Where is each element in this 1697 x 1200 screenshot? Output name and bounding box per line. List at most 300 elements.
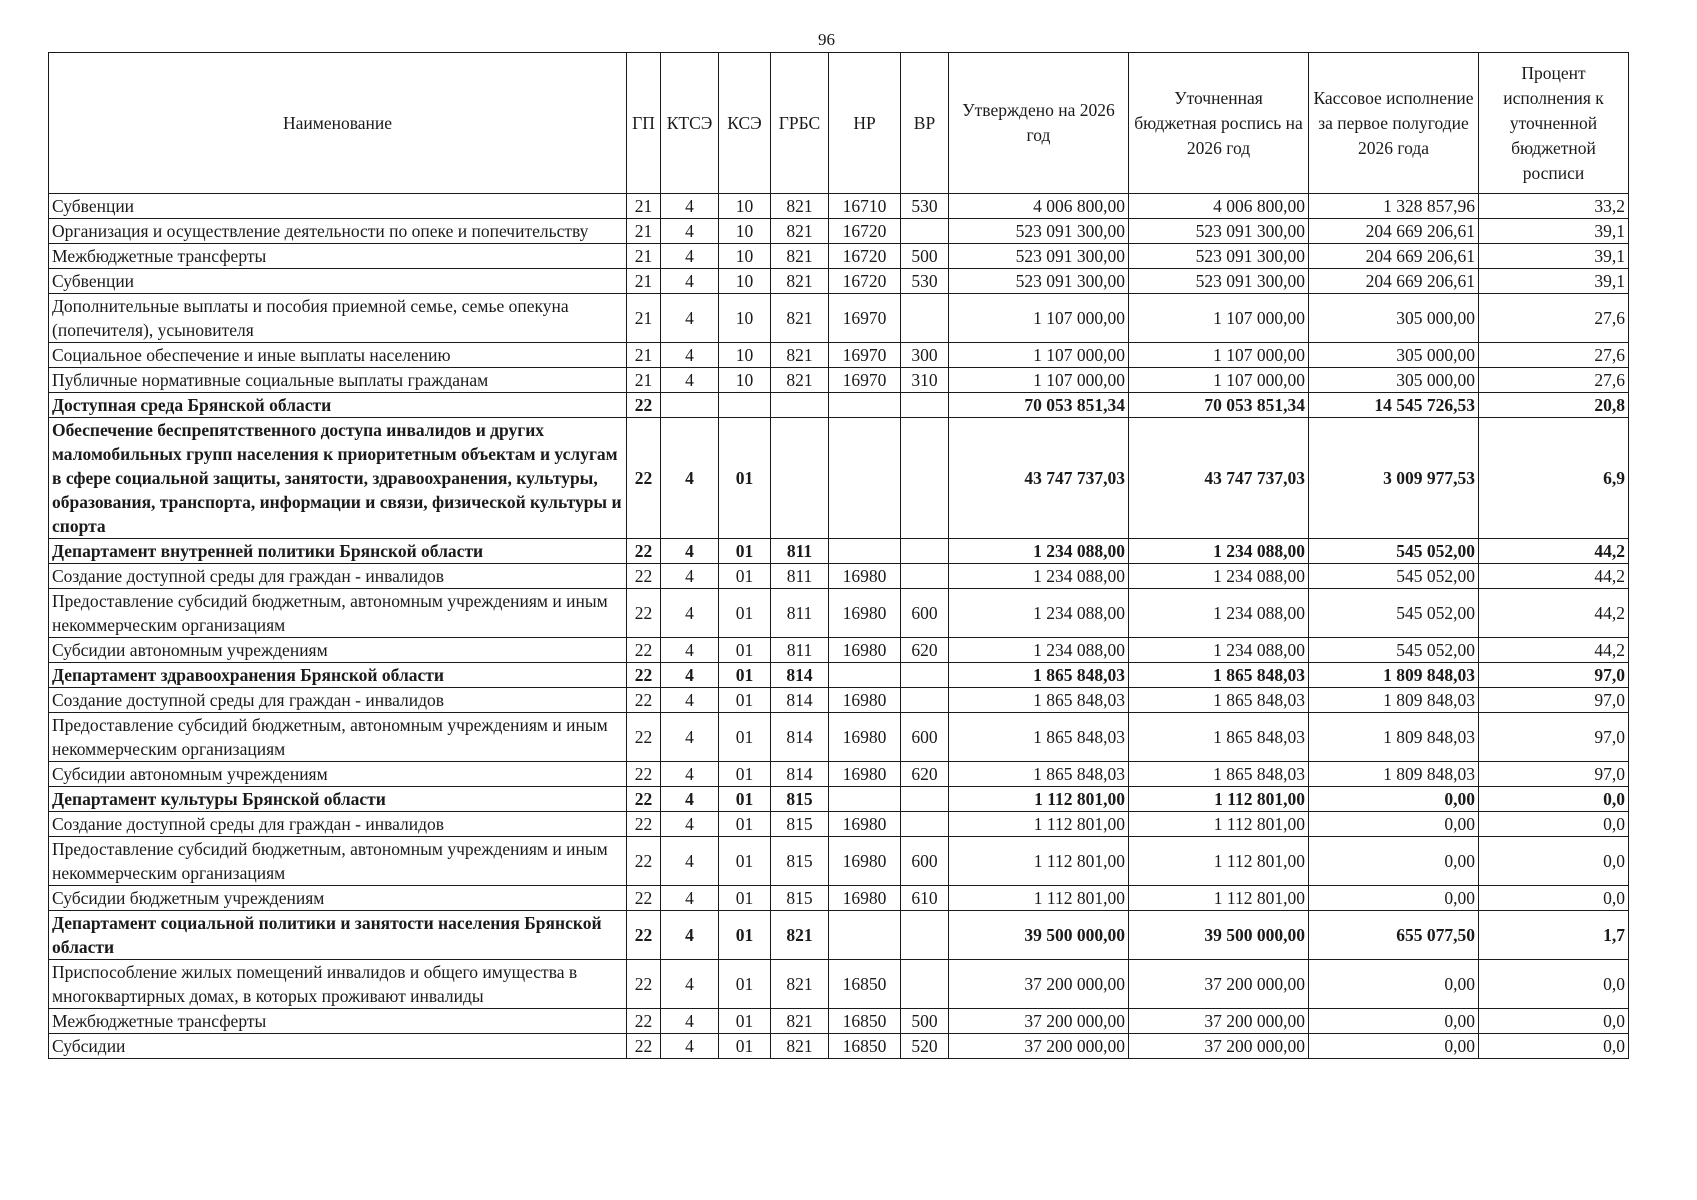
cell-grbs: 821 [771, 294, 829, 343]
cell-approved: 37 200 000,00 [949, 1009, 1129, 1034]
cell-percent: 0,0 [1479, 886, 1629, 911]
cell-ktse: 4 [661, 960, 719, 1009]
table-row [49, 418, 1629, 539]
cell-nr: 16980 [829, 589, 901, 638]
table-row [49, 911, 1629, 960]
cell-name: Социальное обеспечение и иные выплаты населению [49, 343, 627, 368]
cell-grbs: 821 [771, 269, 829, 294]
header-kse: КСЭ [719, 53, 771, 194]
cell-vr: 600 [901, 713, 949, 762]
cell-cash: 0,00 [1309, 812, 1479, 837]
cell-nr: 16720 [829, 269, 901, 294]
cell-approved: 1 865 848,03 [949, 688, 1129, 713]
table-row [49, 343, 1629, 368]
cell-nr: 16980 [829, 688, 901, 713]
cell-approved: 1 865 848,03 [949, 762, 1129, 787]
cell-refined: 1 107 000,00 [1129, 343, 1309, 368]
cell-ktse: 4 [661, 886, 719, 911]
cell-percent: 27,6 [1479, 368, 1629, 393]
cell-vr [901, 393, 949, 418]
cell-name: Субсидии автономным учреждениям [49, 638, 627, 663]
cell-ktse: 4 [661, 219, 719, 244]
cell-kse: 01 [719, 589, 771, 638]
cell-cash: 0,00 [1309, 886, 1479, 911]
cell-name: Обеспечение беспрепятственного доступа инвалидов и других маломобильных групп населения к приоритетным объектам и услугам в сфере социальной защиты, занятости, здравоохранения, культуры, образования, транспорта, информации и связи, физической культуры и спорта [49, 418, 627, 539]
cell-vr: 620 [901, 762, 949, 787]
cell-name: Межбюджетные трансферты [49, 244, 627, 269]
cell-ktse: 4 [661, 368, 719, 393]
cell-refined: 1 234 088,00 [1129, 564, 1309, 589]
cell-gp: 22 [627, 393, 661, 418]
cell-cash: 545 052,00 [1309, 638, 1479, 663]
cell-percent: 44,2 [1479, 638, 1629, 663]
cell-percent: 1,7 [1479, 911, 1629, 960]
cell-gp: 22 [627, 663, 661, 688]
table-row [49, 269, 1629, 294]
cell-refined: 1 112 801,00 [1129, 812, 1309, 837]
cell-cash: 0,00 [1309, 1034, 1479, 1059]
cell-kse: 10 [719, 194, 771, 219]
cell-percent: 0,0 [1479, 787, 1629, 812]
table-row [49, 244, 1629, 269]
cell-refined: 1 234 088,00 [1129, 539, 1309, 564]
cell-name: Предоставление субсидий бюджетным, автономным учреждениям и иным некоммерческим организациям [49, 837, 627, 886]
cell-name: Публичные нормативные социальные выплаты гражданам [49, 368, 627, 393]
cell-vr: 530 [901, 269, 949, 294]
cell-cash: 0,00 [1309, 1009, 1479, 1034]
cell-ktse [661, 393, 719, 418]
cell-approved: 1 865 848,03 [949, 663, 1129, 688]
cell-name: Предоставление субсидий бюджетным, автономным учреждениям и иным некоммерческим организациям [49, 713, 627, 762]
cell-grbs: 815 [771, 837, 829, 886]
cell-refined: 1 865 848,03 [1129, 713, 1309, 762]
cell-gp: 21 [627, 343, 661, 368]
cell-grbs: 815 [771, 886, 829, 911]
cell-percent: 97,0 [1479, 762, 1629, 787]
cell-grbs: 811 [771, 539, 829, 564]
table-row [49, 762, 1629, 787]
cell-kse: 01 [719, 960, 771, 1009]
cell-refined: 1 234 088,00 [1129, 638, 1309, 663]
cell-kse: 01 [719, 787, 771, 812]
cell-approved: 43 747 737,03 [949, 418, 1129, 539]
cell-nr: 16710 [829, 194, 901, 219]
cell-gp: 22 [627, 1009, 661, 1034]
cell-ktse: 4 [661, 564, 719, 589]
table-row [49, 638, 1629, 663]
cell-gp: 22 [627, 638, 661, 663]
cell-name: Субсидии бюджетным учреждениям [49, 886, 627, 911]
cell-nr: 16980 [829, 886, 901, 911]
cell-name: Приспособление жилых помещений инвалидов и общего имущества в многоквартирных домах, в которых проживают инвалиды [49, 960, 627, 1009]
cell-nr: 16720 [829, 219, 901, 244]
cell-grbs: 814 [771, 688, 829, 713]
cell-ktse: 4 [661, 787, 719, 812]
header-grbs: ГРБС [771, 53, 829, 194]
cell-vr: 520 [901, 1034, 949, 1059]
cell-ktse: 4 [661, 539, 719, 564]
cell-refined: 39 500 000,00 [1129, 911, 1309, 960]
cell-ktse: 4 [661, 269, 719, 294]
cell-gp: 22 [627, 564, 661, 589]
cell-percent: 97,0 [1479, 713, 1629, 762]
table-row [49, 1009, 1629, 1034]
cell-refined: 1 865 848,03 [1129, 762, 1309, 787]
cell-approved: 1 112 801,00 [949, 787, 1129, 812]
cell-gp: 21 [627, 219, 661, 244]
cell-approved: 1 112 801,00 [949, 812, 1129, 837]
cell-name: Департамент здравоохранения Брянской области [49, 663, 627, 688]
cell-grbs [771, 393, 829, 418]
cell-grbs: 821 [771, 960, 829, 1009]
cell-kse: 10 [719, 244, 771, 269]
cell-gp: 22 [627, 539, 661, 564]
cell-name: Департамент культуры Брянской области [49, 787, 627, 812]
cell-kse: 01 [719, 886, 771, 911]
cell-refined: 70 053 851,34 [1129, 393, 1309, 418]
cell-vr [901, 418, 949, 539]
cell-percent: 20,8 [1479, 393, 1629, 418]
cell-name: Доступная среда Брянской области [49, 393, 627, 418]
cell-nr: 16980 [829, 837, 901, 886]
table-row [49, 219, 1629, 244]
cell-refined: 1 865 848,03 [1129, 688, 1309, 713]
cell-name: Межбюджетные трансферты [49, 1009, 627, 1034]
cell-grbs: 814 [771, 762, 829, 787]
cell-vr [901, 812, 949, 837]
cell-percent: 0,0 [1479, 837, 1629, 886]
table-row [49, 837, 1629, 886]
table-row [49, 663, 1629, 688]
cell-refined: 1 112 801,00 [1129, 837, 1309, 886]
cell-ktse: 4 [661, 244, 719, 269]
cell-nr [829, 787, 901, 812]
cell-cash: 0,00 [1309, 837, 1479, 886]
cell-refined: 1 107 000,00 [1129, 368, 1309, 393]
header-vr: ВР [901, 53, 949, 194]
cell-vr: 600 [901, 837, 949, 886]
cell-ktse: 4 [661, 713, 719, 762]
cell-kse: 10 [719, 219, 771, 244]
cell-percent: 27,6 [1479, 294, 1629, 343]
cell-refined: 1 112 801,00 [1129, 787, 1309, 812]
header-name: Наименование [49, 53, 627, 194]
cell-percent: 0,0 [1479, 1034, 1629, 1059]
cell-name: Субвенции [49, 269, 627, 294]
cell-kse: 10 [719, 368, 771, 393]
cell-vr: 300 [901, 343, 949, 368]
table-row [49, 886, 1629, 911]
cell-grbs: 814 [771, 663, 829, 688]
cell-kse: 01 [719, 911, 771, 960]
cell-kse [719, 393, 771, 418]
cell-grbs: 811 [771, 638, 829, 663]
cell-nr: 16970 [829, 368, 901, 393]
cell-cash: 1 328 857,96 [1309, 194, 1479, 219]
cell-grbs: 821 [771, 194, 829, 219]
cell-ktse: 4 [661, 1034, 719, 1059]
table-body [49, 194, 1629, 1059]
cell-refined: 523 091 300,00 [1129, 269, 1309, 294]
cell-percent: 39,1 [1479, 244, 1629, 269]
cell-gp: 22 [627, 960, 661, 1009]
cell-cash: 1 809 848,03 [1309, 762, 1479, 787]
cell-cash: 1 809 848,03 [1309, 663, 1479, 688]
cell-refined: 4 006 800,00 [1129, 194, 1309, 219]
cell-kse: 01 [719, 762, 771, 787]
cell-gp: 21 [627, 294, 661, 343]
table-header [49, 53, 1629, 194]
cell-nr [829, 418, 901, 539]
header-refined: Уточненная бюджетная роспись на 2026 год [1129, 53, 1309, 194]
header-nr: НР [829, 53, 901, 194]
table-row [49, 294, 1629, 343]
cell-nr: 16980 [829, 638, 901, 663]
cell-percent: 6,9 [1479, 418, 1629, 539]
cell-kse: 01 [719, 638, 771, 663]
cell-cash: 305 000,00 [1309, 343, 1479, 368]
cell-gp: 22 [627, 418, 661, 539]
cell-grbs: 821 [771, 1034, 829, 1059]
cell-name: Организация и осуществление деятельности по опеке и попечительству [49, 219, 627, 244]
cell-vr: 600 [901, 589, 949, 638]
cell-ktse: 4 [661, 194, 719, 219]
cell-gp: 22 [627, 688, 661, 713]
cell-cash: 545 052,00 [1309, 564, 1479, 589]
table-row [49, 589, 1629, 638]
cell-ktse: 4 [661, 589, 719, 638]
header-cash: Кассовое исполнение за первое полугодие 2026 года [1309, 53, 1479, 194]
cell-nr: 16850 [829, 1034, 901, 1059]
cell-grbs: 821 [771, 1009, 829, 1034]
page-number: 96 [818, 30, 835, 49]
cell-vr: 610 [901, 886, 949, 911]
cell-cash: 204 669 206,61 [1309, 244, 1479, 269]
cell-vr [901, 539, 949, 564]
table-row [49, 564, 1629, 589]
cell-gp: 22 [627, 886, 661, 911]
cell-grbs: 821 [771, 343, 829, 368]
cell-approved: 1 234 088,00 [949, 564, 1129, 589]
cell-kse: 10 [719, 343, 771, 368]
table-row [49, 960, 1629, 1009]
cell-kse: 01 [719, 688, 771, 713]
cell-gp: 22 [627, 812, 661, 837]
cell-gp: 22 [627, 911, 661, 960]
cell-percent: 97,0 [1479, 688, 1629, 713]
cell-grbs: 821 [771, 244, 829, 269]
cell-gp: 22 [627, 1034, 661, 1059]
header-approved: Утверждено на 2026 год [949, 53, 1129, 194]
cell-refined: 1 112 801,00 [1129, 886, 1309, 911]
cell-kse: 01 [719, 837, 771, 886]
cell-nr [829, 911, 901, 960]
header-percent: Процент исполнения к уточненной бюджетной росписи [1479, 53, 1629, 194]
cell-gp: 22 [627, 837, 661, 886]
header-ktse: КТСЭ [661, 53, 719, 194]
cell-cash: 14 545 726,53 [1309, 393, 1479, 418]
cell-nr: 16720 [829, 244, 901, 269]
cell-vr [901, 219, 949, 244]
cell-cash: 204 669 206,61 [1309, 219, 1479, 244]
cell-grbs: 811 [771, 564, 829, 589]
table-row [49, 787, 1629, 812]
cell-percent: 44,2 [1479, 539, 1629, 564]
cell-percent: 0,0 [1479, 1009, 1629, 1034]
cell-name: Дополнительные выплаты и пособия приемной семье, семье опекуна (попечителя), усыновителя [49, 294, 627, 343]
cell-approved: 1 234 088,00 [949, 589, 1129, 638]
cell-percent: 39,1 [1479, 269, 1629, 294]
cell-cash: 305 000,00 [1309, 368, 1479, 393]
cell-ktse: 4 [661, 837, 719, 886]
cell-nr: 16970 [829, 294, 901, 343]
table-row [49, 713, 1629, 762]
cell-ktse: 4 [661, 663, 719, 688]
cell-approved: 1 865 848,03 [949, 713, 1129, 762]
cell-nr: 16980 [829, 812, 901, 837]
cell-cash: 3 009 977,53 [1309, 418, 1479, 539]
cell-approved: 1 234 088,00 [949, 539, 1129, 564]
cell-ktse: 4 [661, 343, 719, 368]
cell-vr [901, 294, 949, 343]
cell-vr: 310 [901, 368, 949, 393]
cell-grbs: 814 [771, 713, 829, 762]
cell-percent: 0,0 [1479, 960, 1629, 1009]
cell-approved: 4 006 800,00 [949, 194, 1129, 219]
cell-percent: 0,0 [1479, 812, 1629, 837]
cell-gp: 22 [627, 589, 661, 638]
cell-name: Субвенции [49, 194, 627, 219]
cell-grbs: 815 [771, 812, 829, 837]
cell-nr [829, 663, 901, 688]
cell-ktse: 4 [661, 911, 719, 960]
cell-kse: 01 [719, 1009, 771, 1034]
cell-name: Предоставление субсидий бюджетным, автономным учреждениям и иным некоммерческим организациям [49, 589, 627, 638]
table-row [49, 539, 1629, 564]
cell-ktse: 4 [661, 1009, 719, 1034]
cell-percent: 44,2 [1479, 589, 1629, 638]
table-row [49, 368, 1629, 393]
cell-approved: 1 107 000,00 [949, 343, 1129, 368]
table-row [49, 812, 1629, 837]
cell-vr [901, 564, 949, 589]
cell-vr: 530 [901, 194, 949, 219]
cell-approved: 1 112 801,00 [949, 886, 1129, 911]
cell-ktse: 4 [661, 812, 719, 837]
cell-approved: 1 107 000,00 [949, 368, 1129, 393]
header-gp: ГП [627, 53, 661, 194]
cell-grbs: 821 [771, 368, 829, 393]
cell-gp: 21 [627, 269, 661, 294]
cell-vr: 620 [901, 638, 949, 663]
cell-kse: 01 [719, 812, 771, 837]
cell-kse: 01 [719, 663, 771, 688]
cell-grbs: 821 [771, 219, 829, 244]
cell-kse: 01 [719, 418, 771, 539]
cell-refined: 37 200 000,00 [1129, 1009, 1309, 1034]
cell-nr: 16850 [829, 960, 901, 1009]
cell-ktse: 4 [661, 294, 719, 343]
cell-percent: 27,6 [1479, 343, 1629, 368]
cell-ktse: 4 [661, 688, 719, 713]
cell-cash: 545 052,00 [1309, 539, 1479, 564]
cell-ktse: 4 [661, 638, 719, 663]
cell-cash: 204 669 206,61 [1309, 269, 1479, 294]
cell-kse: 01 [719, 1034, 771, 1059]
cell-name: Создание доступной среды для граждан - инвалидов [49, 564, 627, 589]
cell-vr [901, 688, 949, 713]
cell-approved: 1 234 088,00 [949, 638, 1129, 663]
cell-nr: 16970 [829, 343, 901, 368]
table-row [49, 393, 1629, 418]
cell-kse: 10 [719, 269, 771, 294]
cell-approved: 523 091 300,00 [949, 244, 1129, 269]
cell-refined: 523 091 300,00 [1129, 244, 1309, 269]
cell-kse: 01 [719, 713, 771, 762]
cell-cash: 305 000,00 [1309, 294, 1479, 343]
table-row [49, 688, 1629, 713]
cell-nr: 16980 [829, 713, 901, 762]
cell-approved: 70 053 851,34 [949, 393, 1129, 418]
cell-refined: 37 200 000,00 [1129, 1034, 1309, 1059]
cell-nr [829, 539, 901, 564]
cell-nr [829, 393, 901, 418]
cell-approved: 39 500 000,00 [949, 911, 1129, 960]
cell-approved: 37 200 000,00 [949, 1034, 1129, 1059]
cell-cash: 0,00 [1309, 960, 1479, 1009]
cell-name: Создание доступной среды для граждан - инвалидов [49, 812, 627, 837]
cell-name: Департамент социальной политики и занятости населения Брянской области [49, 911, 627, 960]
cell-vr: 500 [901, 1009, 949, 1034]
cell-cash: 1 809 848,03 [1309, 688, 1479, 713]
table-row [49, 194, 1629, 219]
cell-percent: 97,0 [1479, 663, 1629, 688]
cell-approved: 523 091 300,00 [949, 269, 1129, 294]
cell-percent: 33,2 [1479, 194, 1629, 219]
cell-approved: 523 091 300,00 [949, 219, 1129, 244]
cell-gp: 22 [627, 787, 661, 812]
cell-gp: 22 [627, 713, 661, 762]
cell-refined: 1 107 000,00 [1129, 294, 1309, 343]
cell-nr: 16980 [829, 564, 901, 589]
cell-cash: 545 052,00 [1309, 589, 1479, 638]
cell-percent: 44,2 [1479, 564, 1629, 589]
cell-kse: 01 [719, 539, 771, 564]
cell-vr: 500 [901, 244, 949, 269]
cell-refined: 43 747 737,03 [1129, 418, 1309, 539]
cell-ktse: 4 [661, 418, 719, 539]
cell-approved: 1 107 000,00 [949, 294, 1129, 343]
cell-ktse: 4 [661, 762, 719, 787]
cell-nr: 16850 [829, 1009, 901, 1034]
cell-name: Субсидии автономным учреждениям [49, 762, 627, 787]
cell-gp: 22 [627, 762, 661, 787]
cell-percent: 39,1 [1479, 219, 1629, 244]
cell-refined: 37 200 000,00 [1129, 960, 1309, 1009]
cell-refined: 523 091 300,00 [1129, 219, 1309, 244]
cell-cash: 1 809 848,03 [1309, 713, 1479, 762]
cell-vr [901, 960, 949, 1009]
cell-approved: 37 200 000,00 [949, 960, 1129, 1009]
table-row [49, 1034, 1629, 1059]
cell-vr [901, 911, 949, 960]
cell-nr: 16980 [829, 762, 901, 787]
cell-name: Создание доступной среды для граждан - инвалидов [49, 688, 627, 713]
cell-grbs [771, 418, 829, 539]
cell-cash: 655 077,50 [1309, 911, 1479, 960]
cell-gp: 21 [627, 194, 661, 219]
cell-vr [901, 663, 949, 688]
